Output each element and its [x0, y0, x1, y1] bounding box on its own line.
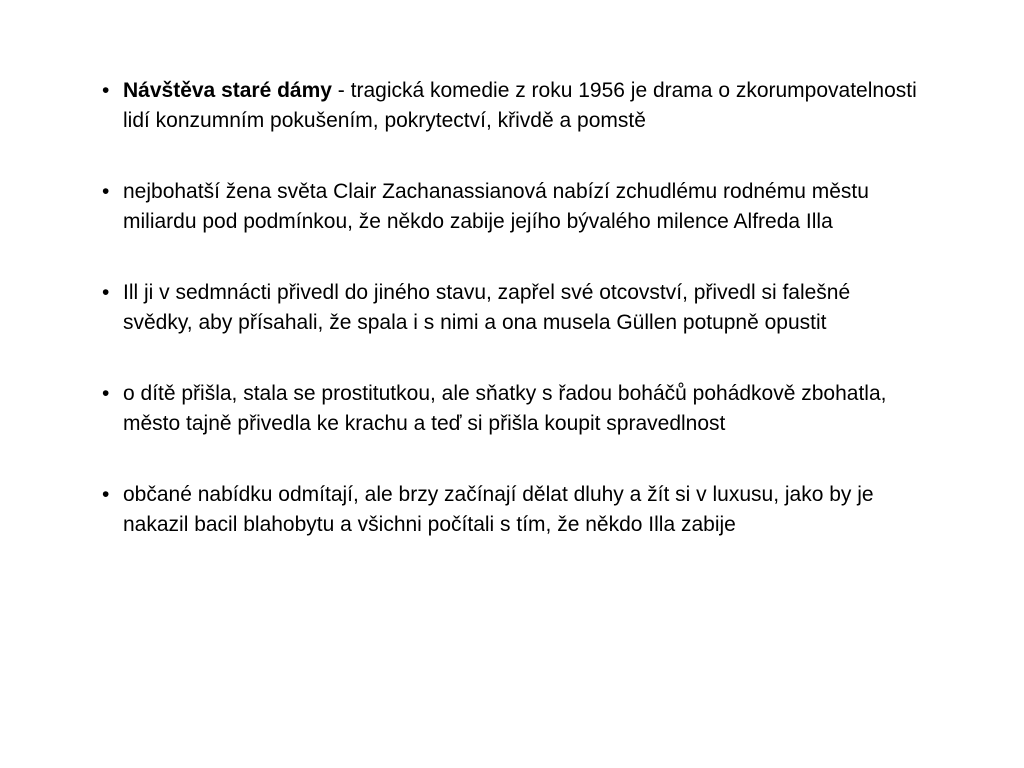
bullet-marker: • [102, 180, 110, 203]
bullet-marker: • [102, 382, 110, 405]
bullet-marker: • [102, 79, 110, 102]
bullet-text: nejbohatší žena světa Clair Zachanassianová nabízí zchudlému rodnému městu miliardu pod podmínkou, že někdo zabije jejího bývalého milence Alfreda Illa [123, 180, 869, 233]
bullet-item-2 [102, 177, 923, 237]
bullet-marker: • [102, 281, 110, 304]
bullet-text: o dítě přišla, stala se prostitutkou, ale sňatky s řadou boháčů pohádkově zbohatla, město tajně přivedla ke krachu a teď si přišla koupit spravedlnost [123, 382, 887, 435]
bullet-marker: • [102, 483, 110, 506]
bullet-item-5 [102, 480, 923, 540]
bullet-text: - tragická komedie z roku 1956 je drama o zkorumpovatelnosti lidí konzumním pokušením, pokrytectví, křivdě a pomstě [123, 79, 917, 132]
bullet-list [0, 76, 1024, 540]
bullet-term: Návštěva staré dámy [123, 79, 332, 102]
bullet-item-1 [102, 76, 923, 136]
bullet-text: Ill ji v sedmnácti přivedl do jiného stavu, zapřel své otcovství, přivedl si falešné svědky, aby přísahali, že spala i s nimi a ona musela Güllen potupně opustit [123, 281, 851, 334]
bullet-item-4 [102, 379, 923, 439]
bullet-text: občané nabídku odmítají, ale brzy začínají dělat dluhy a žít si v luxusu, jako by je nakazil bacil blahobytu a všichni počítali s tím, že někdo Illa zabije [123, 483, 874, 536]
bullet-item-3 [102, 278, 923, 338]
